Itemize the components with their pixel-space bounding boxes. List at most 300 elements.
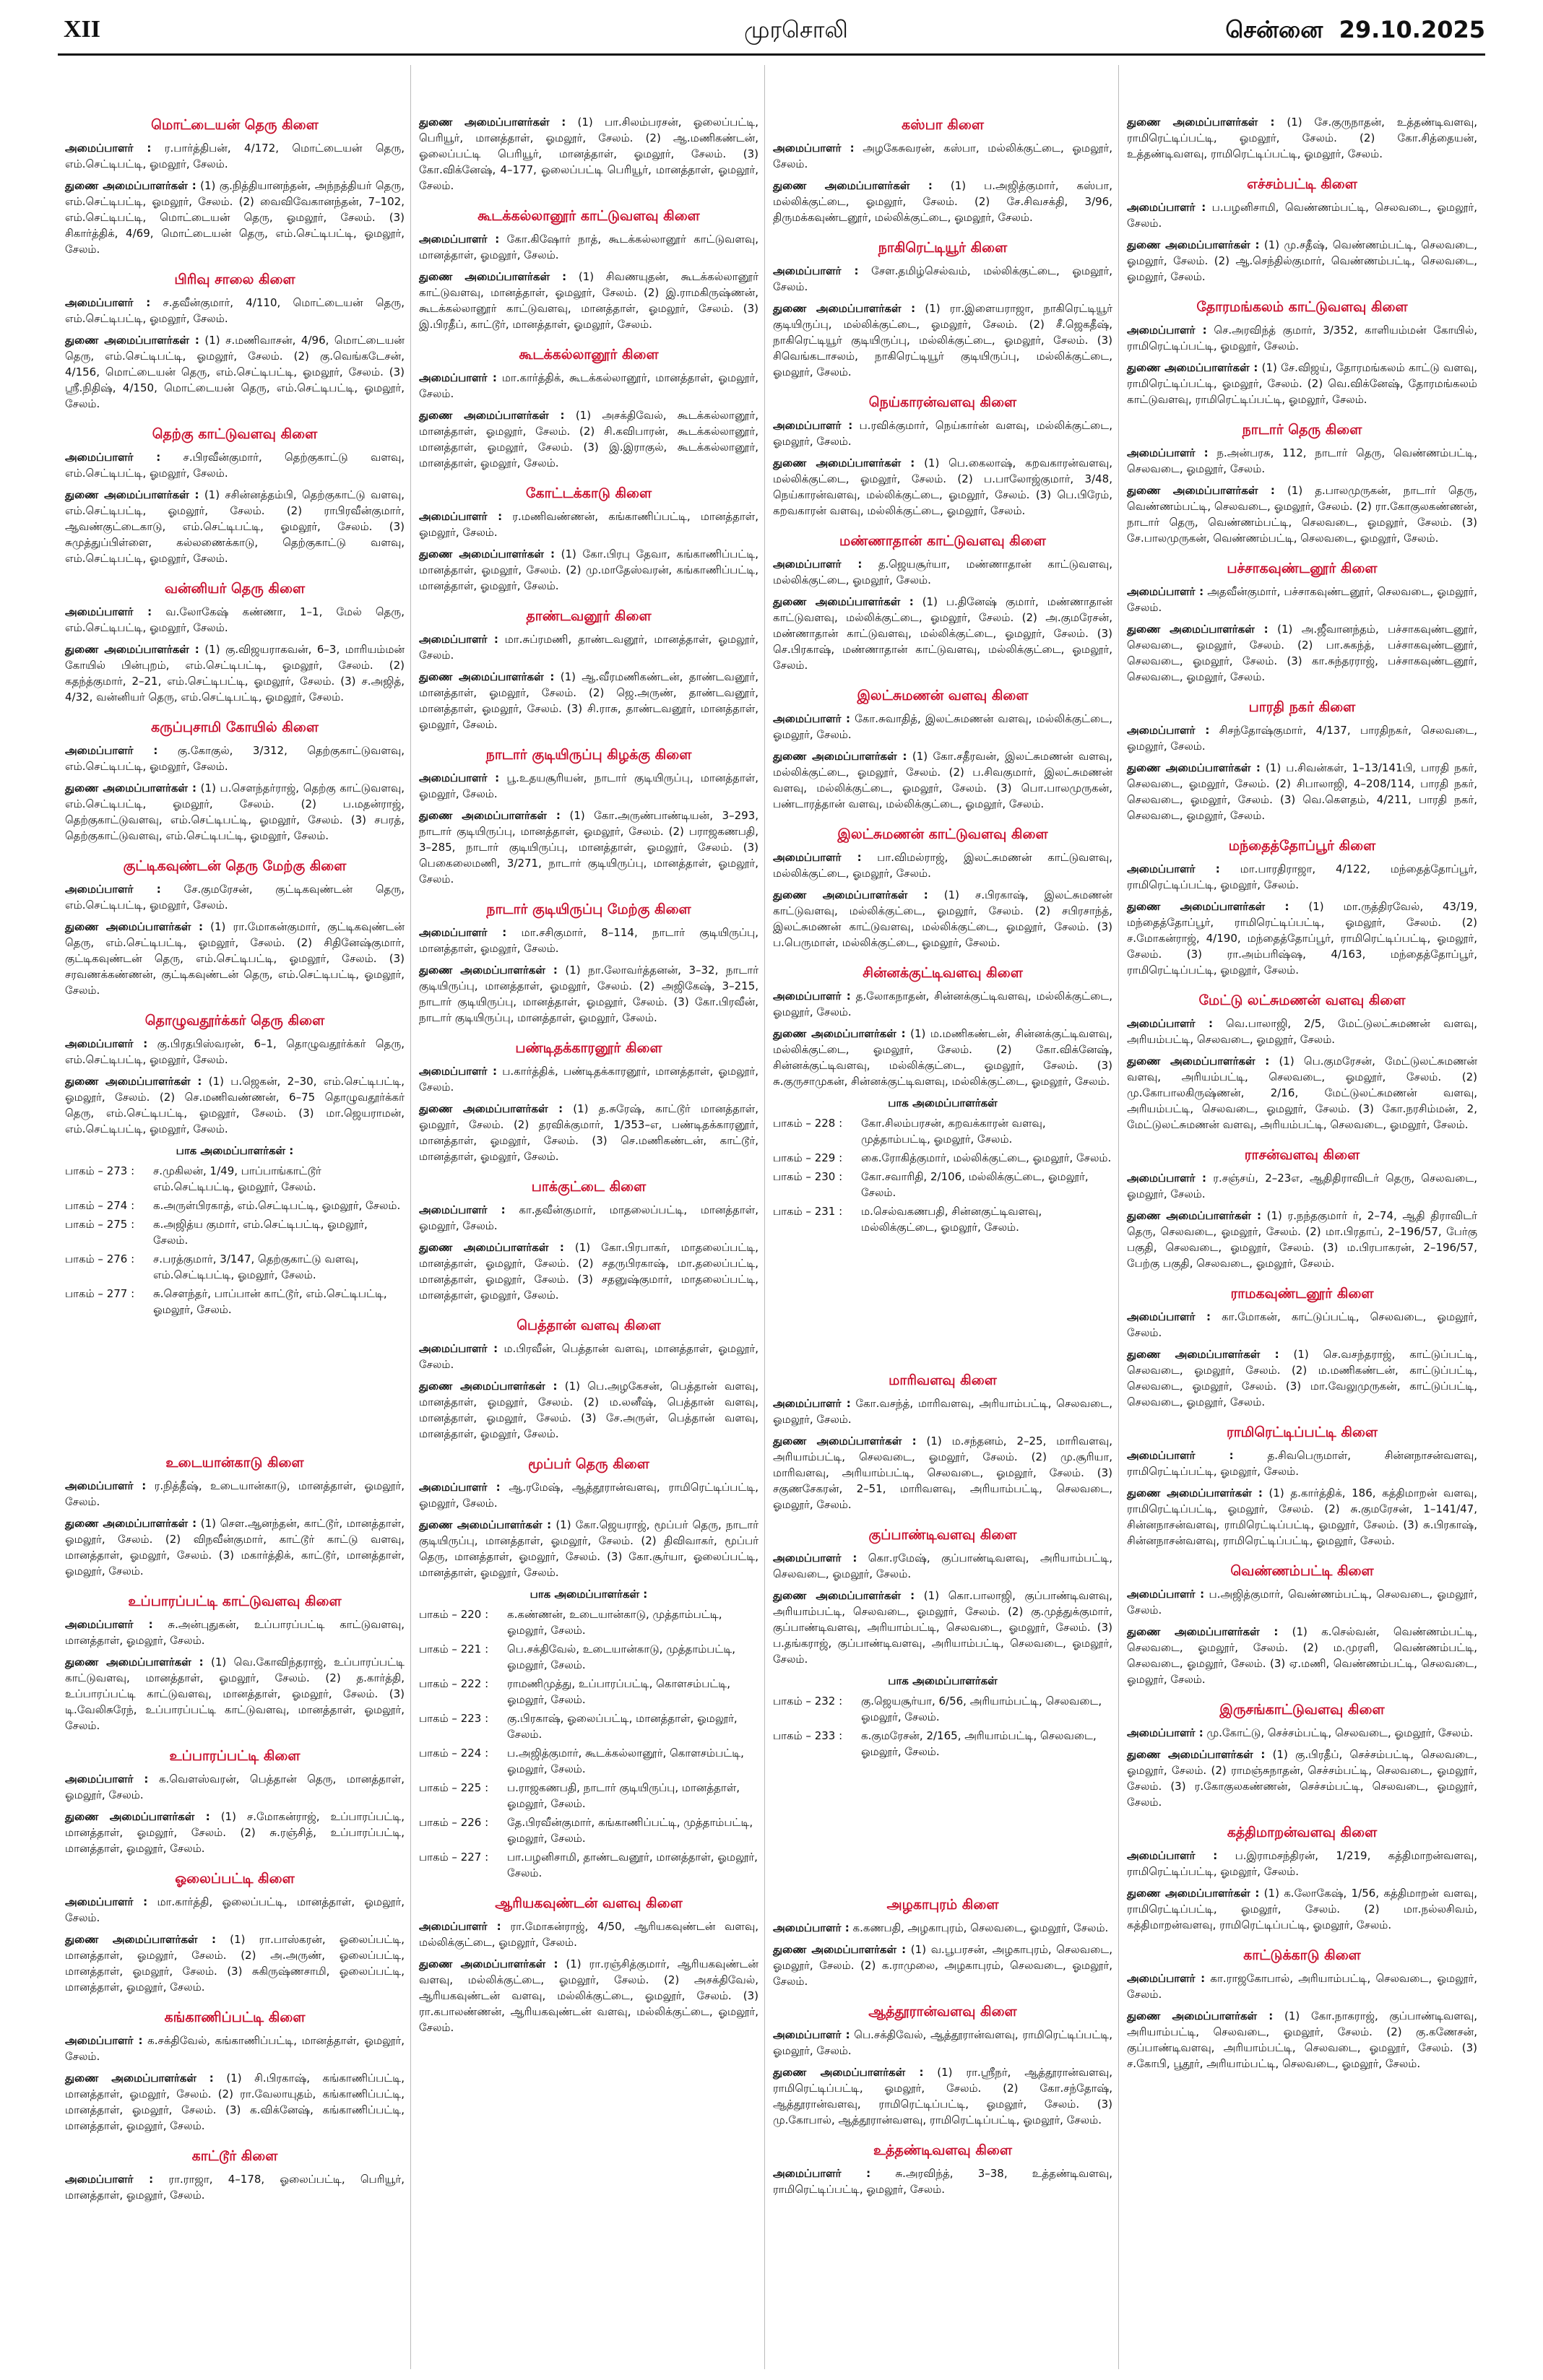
booth-member: க.அருள்பிரகாத், எம்.செட்டிபட்டி, ஓமலூர், சேலம்.	[153, 1199, 401, 1212]
member-entry	[1127, 1485, 1477, 1549]
booth-number: பாகம் – 231 :	[773, 1205, 843, 1218]
booth-member: ச.பரத்குமார், 3/147, தெற்குகாட்டு வளவு, எம்.செட்டிபட்டி, ஓமலூர், சேலம்.	[153, 1252, 359, 1281]
booth-member: சு.செளந்தர், பாப்பான் காட்டூர், எம்.செட்டிபட்டி, ஓமலூர், சேலம்.	[153, 1287, 387, 1316]
member-entry	[419, 1239, 758, 1303]
booth-subheading: பாக அமைப்பாளர்கள் :	[176, 1144, 294, 1157]
role-label: அமைப்பாளர் :	[65, 142, 152, 155]
member-entry	[773, 849, 1112, 881]
member-entry	[773, 988, 1112, 1020]
role-label: துணை அமைப்பாளர்கள் :	[1127, 623, 1268, 636]
branch-block	[65, 2148, 405, 2203]
member-entry	[1127, 1170, 1477, 1202]
role-label: துணை அமைப்பாளர்கள் :	[419, 964, 558, 977]
member-entry	[419, 925, 758, 956]
branch-block	[419, 901, 758, 1026]
booth-member: ம.செல்வகணபதி, சின்னகுட்டிவளவு, மல்லிக்குட்டை, ஓமலூர், சேலம்.	[861, 1205, 1042, 1234]
role-label: துணை அமைப்பாளர்கள் :	[1127, 1887, 1260, 1900]
member-details: கு.பிரதபிஸ்வரன், 6–1, தொழுவதூர்க்கர் தெரு, எம்.செட்டிபட்டி, ஓமலூர், சேலம்.	[65, 1037, 405, 1066]
branch-block	[773, 394, 1112, 519]
member-entry	[1127, 445, 1477, 477]
booth-number: பாகம் – 276 :	[65, 1252, 135, 1265]
member-details: (1) கு.நித்தியானந்தன், அந்நத்தியர் தெரு, எம்.செட்டிபட்டி, ஓமலூர், சேலம். (2) வைவிவேகானந்தன், 7–102, எம்.செட்டிபட்டி, மொட்டையன் தெரு, ஓமலூர், சேலம். (3) சிகார்த்திக், 4/69, மொட்டையன் தெரு, எம்.செட்டிபட்டி, ஓமலூர், சேலம்.	[65, 179, 405, 256]
member-entry	[65, 1654, 405, 1734]
branch-title: கங்காணிப்பட்டி கிளை	[164, 2009, 306, 2025]
page-number: XII	[64, 16, 101, 43]
member-entry	[65, 449, 405, 481]
role-label: அமைப்பாளர் :	[1127, 1017, 1213, 1030]
branch-title: உப்பாரப்பட்டி கிளை	[169, 1748, 301, 1764]
member-details: (1) கோ.பிரபாகர், மாதலைப்பட்டி, மானத்தாள், ஓமலூர், சேலம். (2) சதருபிரகாஷ், மா.தலைப்பட்டி, மானத்தாள், ஓமலூர், சேலம். (3) சதனுஷ்குமார், மாதலைப்பட்டி, மானத்தாள், ஓமலூர், சேலம்.	[419, 1241, 758, 1302]
member-entry	[773, 263, 1112, 295]
role-label: துணை அமைப்பாளர்கள் :	[1127, 900, 1289, 913]
branch-title: சின்னக்குட்டிவளவு கிளை	[863, 965, 1023, 981]
member-entry	[1127, 1016, 1477, 1047]
member-entry	[1127, 1208, 1477, 1271]
branch-block	[65, 426, 405, 566]
role-label: துணை அமைப்பாளர்கள் :	[419, 1241, 564, 1254]
booth-row	[419, 1606, 758, 1638]
role-label: துணை அமைப்பாளர்கள் :	[419, 270, 567, 283]
role-label: துணை அமைப்பாளர்கள் :	[1127, 1348, 1279, 1361]
branch-block	[1127, 1563, 1477, 1687]
role-label: அமைப்பாளர் :	[773, 990, 851, 1003]
role-label: அமைப்பாளர் :	[419, 371, 497, 384]
booth-member: கோ.சவாரிதி, 2/106, மல்லிக்குட்டை, ஓமலூர், சேலம்.	[861, 1170, 1089, 1199]
member-details: அழகேசுவரன், கஸ்பா, மல்லிக்குட்டை, ஓமலூர், சேலம்.	[773, 142, 1112, 170]
member-details: ரா.ராஜா, 4–178, ஓலைப்பட்டி, பெரியூர், மானத்தாள், ஓமலூர், சேலம்.	[65, 2173, 405, 2202]
role-label: துணை அமைப்பாளர்கள் :	[65, 920, 203, 933]
column-1	[65, 114, 405, 2217]
role-label: அமைப்பாளர் :	[773, 558, 863, 571]
member-details: (1) கோ.பிரபு தேவா, கங்காணிப்பட்டி, மானத்தாள், ஓமலூர், சேலம். (2) மு.மாதேஸ்வரன், கங்காணிப்பட்டி, மானத்தாள், ஓமலூர், சேலம்.	[419, 548, 758, 592]
branch-title: மண்ணாதான் காட்டுவளவு கிளை	[839, 533, 1046, 549]
member-entry	[773, 1026, 1112, 1089]
member-entry	[1127, 237, 1477, 285]
branch-block	[65, 1593, 405, 1734]
member-entry	[773, 887, 1112, 951]
branch-block	[65, 1455, 405, 1579]
branch-block	[1127, 561, 1477, 685]
role-label: அமைப்பாளர் :	[65, 883, 161, 896]
member-details: (1) பெ.கைலாஷ், கறவகாரன்வளவு, மல்லிக்குட்டை, ஓமலூர், சேலம். (2) ப.பாலோஜ்குமார், 3/48, நெய்காரன்வளவு, மல்லிக்குட்டை, ஓமலூர், சேலம். (3) பெ.பிரேம், கறவகாரன் வளவு, மல்லிக்குட்டை, ஓமலூர், சேலம்.	[773, 456, 1112, 517]
member-details: மா.கார்த்திக், கூடக்கல்லானூர், மானத்தாள், ஓமலூர், சேலம்.	[419, 371, 758, 400]
booth-member: கை.ரோகித்குமார், மல்லிக்குட்டை, ஓமலூர், சேலம்.	[861, 1151, 1112, 1164]
member-details: மா.கார்த்தி, ஓலைப்பட்டி, மானத்தாள், ஓமலூர், சேலம்.	[65, 1895, 405, 1924]
page-header	[0, 0, 1543, 65]
member-details: மா.சுப்ரமணி, தாண்டவனூர், மானத்தாள், ஓமலூர், சேலம்.	[419, 633, 758, 662]
branch-block	[773, 965, 1112, 1235]
member-entry	[1127, 360, 1477, 407]
date: 29.10.2025	[1339, 16, 1485, 43]
member-details: (1) த.சுரேஷ், காட்டூர் மானத்தாள், ஓமலூர், சேலம். (2) தரவிக்குமார், 1/353–எ, பண்டிதக்காரனூர், மானத்தாள், ஓமலூர், சேலம். (3) செ.மணிகண்டன், காட்டூர், மானத்தாள், ஓமலூர், சேலம்.	[419, 1102, 758, 1163]
branch-block	[773, 117, 1112, 225]
booth-number: பாகம் – 228 :	[773, 1117, 843, 1130]
booth-member: க.அஜித்ய குமார், எம்.செட்டிபட்டி, ஓமலூர், சேலம்.	[153, 1218, 368, 1247]
member-details: ம.பிரவீன், பெத்தான் வளவு, மானத்தாள், ஓமலூர், சேலம்.	[419, 1342, 758, 1371]
column-3	[773, 114, 1112, 2212]
member-entry	[419, 631, 758, 663]
member-entry	[65, 1478, 405, 1510]
branch-block	[65, 2009, 405, 2134]
member-entry	[419, 1918, 758, 1950]
member-entry	[1127, 1725, 1477, 1741]
branch-block	[1127, 1286, 1477, 1410]
role-label: அமைப்பாளர் :	[65, 605, 152, 618]
member-details: (1) ம.சந்தனம், 2–25, மாரிவளவு, அரியாம்பட்டி, செலவடை, ஓமலூர், சேலம். (2) மு.சூரியா, மாரிவளவு, அரியாம்பட்டி, செலவடை, ஓமலூர், சேலம். (3) சகுணசேகரன், 2–51, மாரிவளவு, அரியாம்பட்டி, செலவடை, ஓமலூர், சேலம்.	[773, 1435, 1112, 1511]
booth-number: பாகம் – 223 :	[419, 1712, 489, 1725]
role-label: அமைப்பாளர் :	[1127, 1449, 1234, 1462]
member-details: த.ஜெயசூர்யா, மண்ணாதான் காட்டுவளவு, மல்லிக்குட்டை, ஓமலூர், சேலம்.	[773, 558, 1112, 587]
member-details: க.கணபதி, அழகாபுரம், செலவடை, ஓமலூர், சேலம்.	[852, 1921, 1109, 1934]
branch-title: மாரிவளவு கிளை	[889, 1372, 997, 1388]
branch-block	[1127, 992, 1477, 1133]
branch-title: நாடார் குடியிருப்பு கிழக்கு கிளை	[485, 747, 692, 763]
member-entry	[65, 1617, 405, 1648]
booth-number: பாகம் – 227 :	[419, 1851, 489, 1864]
member-details: கோ.வசந்த், மாரிவளவு, அரியாம்பட்டி, செலவடை, ஓமலூர், சேலம்.	[773, 1397, 1112, 1426]
role-label: அமைப்பாளர் :	[1127, 446, 1209, 459]
member-details: வெ.பாலாஜி, 2/5, மேட்டுலட்சுமணன் வளவு, அரியம்பட்டி, செலவடை, ஓமலூர், சேலம்.	[1127, 1017, 1477, 1046]
branch-block	[1127, 1825, 1477, 1933]
member-details: ர.சஞ்சய், 2–23எ, ஆதிதிராவிடர் தெரு, செலவடை, ஓமலூர், சேலம்.	[1127, 1172, 1477, 1200]
branch-title: ஆரியகவுண்டன் வளவு கிளை	[495, 1895, 683, 1911]
member-details: ர.பார்த்திபன், 4/172, மொட்டையன் தெரு, எம்.செட்டிபட்டி, ஓமலூர், சேலம்.	[65, 142, 405, 170]
member-entry	[419, 1202, 758, 1234]
role-label: துணை அமைப்பாளர்கள் :	[419, 1102, 563, 1115]
role-label: அமைப்பாளர் :	[65, 1618, 153, 1631]
member-details: (1) ரா.ஸ்ரீநர், ஆத்தூரான்வளவு, ராமிரெட்டிப்பட்டி, ஓமலூர், சேலம். (2) கோ.சந்தோஷ், ஆத்தூரான்வளவு, ராமிரெட்டிப்பட்டி, ஓமலூர், சேலம். (3) மு.கோபால், ஆத்தூரான்வளவு, ராமிரெட்டிப்பட்டி, ஓமலூர், சேலம்.	[773, 2066, 1112, 2126]
member-details: (1) நா.லோவர்த்தனன், 3–32, நாடார் குடியிருப்பு, மானத்தாள், ஓமலூர், சேலம். (2) அஜிகேஷ், 3–215, நாடார் குடியிருப்பு, மானத்தாள், ஓமலூர், சேலம். (3) கோ.பிரவீன், நாடார் குடியிருப்பு, மானத்தாள், ஓமலூர், சேலம்.	[419, 964, 758, 1024]
member-entry	[1127, 322, 1477, 354]
member-details: (1) சி.பிரகாஷ், கங்காணிப்பட்டி, மானத்தாள், ஓமலூர், சேலம். (2) ரா.வேலாயுதம், கங்காணிப்பட்டி, மானத்தாள், ஓமலூர், சேலம். (3) க.விக்னேஷ், கங்காணிப்பட்டி, மானத்தாள், ஓமலூர், சேலம்.	[65, 2072, 405, 2132]
member-entry	[1127, 2008, 1477, 2072]
role-label: அமைப்பாளர் :	[773, 419, 853, 432]
member-details: (1) ரா.ரஞ்சித்குமார், ஆரியகவுண்டன் வளவு, மல்லிக்குட்டை, ஓமலூர், சேலம். (2) அசக்திவேல், ஆரியகவுண்டன் வளவு, மல்லிக்குட்டை, ஓமலூர், சேலம். (3) ரா.கபாலண்ணன், ஆரியகவுண்டன் வளவு, மல்லிக்குட்டை, ஓமலூர், சேலம்.	[419, 1957, 758, 2034]
role-label: அமைப்பாளர் :	[65, 1895, 148, 1908]
member-entry	[419, 114, 758, 194]
member-details: பெ.சக்திவேல், ஆத்தூரான்வளவு, ராமிரெட்டிப்பட்டி, ஓமலூர், சேலம்.	[773, 2028, 1112, 2057]
role-label: துணை அமைப்பாளர்கள் :	[65, 2072, 214, 2085]
member-details: (1) ச.மணிவாசன், 4/96, மொட்டையன் தெரு, எம்.செட்டிபட்டி, ஓமலூர், சேலம். (2) கு.வெங்கடேசன், 4/156, மொட்டையன் தெரு, எம்.செட்டிபட்டி, ஓமலூர், சேலம். (3) ஸ்ரீ.நிதிஷ், 4/150, மொட்டையன் தெரு, எம்.செட்டிபட்டி, ஓமலூர், சேலம்.	[65, 334, 405, 410]
member-details: ப.பழனிசாமி, வெண்ணம்பட்டி, செலவடை, ஓமலூர், சேலம்.	[1127, 201, 1477, 230]
member-entry	[1127, 199, 1477, 231]
member-entry	[773, 748, 1112, 812]
member-details: கோ.சுவாதித், இலட்சுமணன் வளவு, மல்லிக்குட்டை, ஓமலூர், சேலம்.	[773, 712, 1112, 741]
member-entry	[65, 332, 405, 412]
member-entry	[1127, 114, 1477, 162]
member-details: க.சக்திவேல், கங்காணிப்பட்டி, மானத்தாள், ஓமலூர், சேலம்.	[65, 2034, 405, 2063]
branch-block	[419, 114, 758, 194]
member-details: (1) பெ.குமரேசன், மேட்டுலட்சுமணன் வளவு, அரியம்பட்டி, செலவடை, ஓமலூர், சேலம். (2) மு.கோபாலகிருஷ்ணன், 2/16, மேட்டுலட்சுமணன் வளவு, அரியம்பட்டி, செலவடை, ஓமலூர், சேலம். (3) கோ.நரசிம்மன், 2, மேட்டுலட்சுமணன் வளவு, அரியம்பட்டி, செலவடை, ஓமலூர், சேலம்.	[1127, 1055, 1477, 1131]
member-details: (1) மா.ருத்திரவேல், 43/19, மந்தைத்தோப்பூர், ராமிரெட்டிப்பட்டி, ஓமலூர், சேலம். (2) ச.மோகன்ராஜ், 4/190, மந்தைத்தோப்பூர், ராமிரெட்டிப்பட்டி, ஓமலூர், சேலம். (3) ரா.அம்பரிஷ்ஷ, 4/163, மந்தைத்தோப்பூர், ராமிரெட்டிப்பட்டி, ஓமலூர், சேலம்.	[1127, 900, 1477, 977]
branch-title: தொழுவதூர்க்கர் தெரு கிளை	[144, 1013, 325, 1029]
role-label: துணை அமைப்பாளர்கள் :	[773, 750, 907, 763]
role-label: துணை அமைப்பாளர்கள் :	[65, 1656, 204, 1669]
newspaper-name: முரசொலி	[744, 16, 848, 43]
branch-title: எச்சம்பட்டி கிளை	[1247, 176, 1357, 192]
role-label: அமைப்பாளர் :	[65, 2034, 143, 2047]
member-entry	[773, 1942, 1112, 1989]
member-entry	[773, 1920, 1112, 1936]
branch-block	[773, 826, 1112, 951]
member-details: (1) கோ.ஜெயராஜ், மூப்பர் தெரு, நாடார் குடியிருப்பு, மானத்தாள், ஓமலூர், சேலம். (2) திவிவாகர், மூப்பர் தெரு, மானத்தாள், ஓமலூர், சேலம். (3) கோ.சூர்யா, ஓலைப்பட்டி, மானத்தாள், ஓமலூர், சேலம்.	[419, 1518, 758, 1579]
member-details: கோ.கிஷோர் நாத், கூடக்கல்லானூர் காட்டுவளவு, மானத்தாள், ஓமலூர், சேலம்.	[419, 233, 758, 261]
booth-row	[65, 1198, 405, 1213]
branch-block	[65, 581, 405, 705]
member-details: (1) வ.பூபரசன், அழகாபுரம், செலவடை, ஓமலூர், சேலம். (2) க.ராமுலை, அழகாபுரம், செலவடை, ஓமலூர், சேலம்.	[773, 1943, 1112, 1988]
booth-number: பாகம் – 226 :	[419, 1816, 489, 1829]
booth-number: பாகம் – 221 :	[419, 1643, 489, 1656]
branch-block	[1127, 1147, 1477, 1271]
member-details: (1) பா.சிலம்பரசன், ஓலைப்பட்டி, பெரியூர், மானத்தாள், ஓமலூர், சேலம். (2) ஆ.மணிகண்டன், ஓலைப்பட்டி பெரியூர், மானத்தாள், ஓமலூர், சேலம். (3) கோ.விக்னேஷ், 4–177, ஓலைப்பட்டி பெரியூர், மானத்தாள், ஓமலூர், சேலம்.	[419, 116, 758, 192]
column-4	[1127, 114, 1477, 2086]
role-label: அமைப்பாளர் :	[65, 451, 161, 464]
member-details: ப.ரவிக்குமார், நெய்கார்ன் வளவு, மல்லிக்குட்டை, ஓமலூர், சேலம்.	[773, 419, 1112, 448]
member-details: (1) சசின்னத்தம்பி, தெற்குகாட்டு வளவு, எம்.செட்டிபட்டி, ஓமலூர், சேலம். (2) ராபிரவீன்குமார், ஆவண்குட்டைகாடு, எம்.செட்டிபட்டி, ஓமலூர், சேலம். (3) சுமுத்துப்பிள்ளை, கல்லணைக்காடு, தெற்குகாட்டு வளவு, எம்.செட்டிபட்டி, ஓமலூர், சேலம்.	[65, 488, 405, 565]
member-details: கா.தவீன்குமார், மாதலைப்பட்டி, மானத்தாள், ஓமலூர், சேலம்.	[419, 1203, 758, 1232]
booth-member: க.குமரேசன், 2/165, அரியாம்பட்டி, செலவடை, ஓமலூர், சேலம்.	[861, 1729, 1097, 1758]
member-details: ச.தவீன்குமார், 4/110, மொட்டையன் தெரு, எம்.செட்டிபட்டி, ஓமலூர், சேலம்.	[65, 296, 405, 325]
booth-member: ராமணிமுத்து, உப்பாரப்பட்டி, கொளசம்பட்டி, ஓமலூர், சேலம்.	[507, 1677, 731, 1706]
role-label: துணை அமைப்பாளர்கள் :	[773, 1589, 915, 1602]
branch-title: மேட்டு லட்சுமணன் வளவு கிளை	[1198, 992, 1406, 1008]
member-entry	[65, 487, 405, 566]
branch-block	[65, 1871, 405, 1995]
member-entry	[65, 178, 405, 257]
member-entry	[773, 1433, 1112, 1513]
role-label: அமைப்பாளர் :	[65, 1479, 147, 1492]
booth-number: பாகம் – 275 :	[65, 1218, 135, 1231]
member-details: பூ.உதயசூரியன், நாடார் குடியிருப்பு, மானத்தாள், ஓமலூர், சேலம்.	[419, 771, 758, 800]
member-details: (1) சே.குருநாதன், உத்தண்டிவளவு, ராமிரெட்டிப்பட்டி, ஓமலூர், சேலம். (2) கோ.சித்தையன், உத்தண்டிவளவு, ராமிரெட்டிப்பட்டி, ஓமலூர், சேலம்.	[1127, 116, 1477, 160]
member-entry	[773, 1588, 1112, 1667]
header-rule	[58, 53, 1485, 56]
member-details: (1) செ.வசந்தராஜ், காட்டுப்பட்டி, செலவடை, ஓமலூர், சேலம். (2) ம.மணிகண்டன், காட்டுப்பட்டி, செலவடை, ஓமலூர், சேலம். (3) மா.வேலுமுருகன், காட்டுப்பட்டி, செலவடை, ஓமலூர், சேலம்.	[1127, 1348, 1477, 1408]
booth-row	[419, 1849, 758, 1881]
member-details: மா.பாரதிராஜா, 4/122, மந்தைத்தோப்பூர், ராமிரெட்டிப்பட்டி, ஓமலூர், சேலம்.	[1127, 862, 1477, 891]
branch-title: பச்சாகவுண்டனூர் கிளை	[1227, 561, 1378, 576]
member-details: (1) சிவணயுதன், கூடக்கல்லானூர் காட்டுவளவு, மானத்தாள், ஓமலூர், சேலம். (2) இ.ராமகிருஷ்ணன், கூடக்கல்லானூர் காட்டுவளவு, மானத்தாள், ஓமலூர், சேலம். (3) இ.பிரதீப், காட்டூர், மானத்தாள், ஓமலூர், சேலம்.	[419, 270, 758, 331]
member-details: ர.மணிவண்ணன், கங்காணிப்பட்டி, மானத்தாள், ஓமலூர், சேலம்.	[419, 510, 758, 539]
member-entry	[65, 780, 405, 844]
branch-block	[65, 719, 405, 844]
member-entry	[419, 546, 758, 594]
member-entry	[419, 509, 758, 540]
role-label: துணை அமைப்பாளர்கள் :	[419, 1380, 558, 1393]
member-details: ந.அன்பரசு, 112, நாடார் தெரு, வெண்ணம்பட்டி, செலவடை, ஓமலூர், சேலம்.	[1127, 446, 1477, 475]
member-entry	[1127, 1586, 1477, 1618]
member-entry	[419, 669, 758, 732]
member-details: பா.விமல்ராஜ், இலட்சுமணன் காட்டுவளவு, மல்லிக்குட்டை, ஓமலூர், சேலம்.	[773, 851, 1112, 880]
branch-block	[773, 1897, 1112, 1989]
member-entry	[1127, 1970, 1477, 2002]
member-details: கொ.ரமேஷ், குப்பாண்டிவளவு, அரியாம்பட்டி, செலவடை, ஓமலூர், சேலம்.	[773, 1552, 1112, 1580]
role-label: அமைப்பாளர் :	[65, 744, 158, 757]
member-entry	[1127, 760, 1477, 823]
booth-number: பாகம் – 274 :	[65, 1199, 135, 1212]
role-label: துணை அமைப்பாளர்கள் :	[773, 2066, 924, 2079]
role-label: அமைப்பாளர் :	[773, 851, 862, 864]
member-details: (1) அ.ஜீவானந்தம், பச்சாகவுண்டனூர், செலவடை, ஓமலூர், சேலம். (2) பா.சுகந்த், பச்சாகவுண்டனூர், செலவடை, ஓமலூர், சேலம். (3) கா.சுந்தரராஜ், பச்சாகவுண்டனூர், செலவடை, ஓமலூர், சேலம்.	[1127, 623, 1477, 683]
member-details: (1) ப.ஜெகன், 2–30, எம்.செட்டிபட்டி, ஓமலூர், சேலம். (2) செ.மணிவண்ணன், 6–75 தொழுவதூர்க்கர் தெரு, எம்.செட்டிபட்டி, ஓமலூர், சேலம். (3) மா.ஜெயராமன், எம்.செட்டிபட்டி, ஓமலூர், சேலம்.	[65, 1075, 405, 1135]
role-label: அமைப்பாளர் :	[65, 296, 151, 309]
member-entry	[65, 743, 405, 774]
member-details: கு.கோகுல், 3/312, தெற்குகாட்டுவளவு, எம்.செட்டிபட்டி, ஓமலூர், சேலம்.	[65, 744, 405, 773]
branch-title: கூடக்கல்லானூர் கிளை	[519, 347, 659, 363]
role-label: துணை அமைப்பாளர்கள் :	[419, 670, 555, 683]
role-label: துணை அமைப்பாளர்கள் :	[1127, 1487, 1263, 1500]
branch-title: உப்பாரப்பட்டி காட்டுவளவு கிளை	[128, 1593, 342, 1609]
booth-row	[419, 1814, 758, 1846]
member-details: (1) வெ.கோவிந்தராஜ், உப்பாரப்பட்டி காட்டுவளவு, மானத்தாள், ஓமலூர், சேலம். (2) த.கார்த்தி, உப்பாரப்பட்டி காட்டுவளவு, மானத்தாள், ஓமலூர், சேலம். (3) டி.வேலிசுரேந், உப்பாரப்பட்டி காட்டுவளவு, மானத்தாள், ஓமலூர், சேலம்.	[65, 1656, 405, 1732]
booth-row	[773, 1728, 1112, 1760]
member-details: செ.அரவிந்த் குமார், 3/352, காளியம்மன் கோயில், ராமிரெட்டிப்பட்டி, ஓமலூர், சேலம்.	[1127, 324, 1477, 352]
branch-block	[1127, 699, 1477, 823]
member-details: மா.சசிகுமார், 8–114, நாடார் குடியிருப்பு, மானத்தாள், ஓமலூர், சேலம்.	[419, 926, 758, 955]
booth-row	[65, 1216, 405, 1248]
member-entry	[65, 1036, 405, 1068]
role-label: துணை அமைப்பாளர்கள் :	[65, 1075, 202, 1088]
booth-number: பாகம் – 232 :	[773, 1695, 843, 1708]
branch-title: வன்னியர் தெரு கிளை	[164, 581, 306, 597]
dateline	[1225, 16, 1485, 46]
booth-member: ப.அஜித்குமார், கூடக்கல்லானூர், கொளசம்பட்டி, ஓமலூர், சேலம்.	[507, 1747, 744, 1775]
role-label: துணை அமைப்பாளர்கள் :	[1127, 238, 1260, 251]
member-details: ச.பிரவீன்குமார், தெற்குகாட்டு வளவு, எம்.செட்டிபட்டி, ஓமலூர், சேலம்.	[65, 451, 405, 480]
member-entry	[773, 300, 1112, 380]
booth-row	[65, 1163, 405, 1195]
branch-block	[773, 240, 1112, 380]
role-label: அமைப்பாளர் :	[1127, 1972, 1206, 1985]
booth-member: கு.பிரகாஷ், ஓலைப்பட்டி, மானத்தாள், ஓமலூர், சேலம்.	[507, 1712, 738, 1741]
member-entry	[419, 962, 758, 1026]
branch-title: குட்டிகவுண்டன் தெரு மேற்கு கிளை	[123, 858, 347, 874]
branch-title: தோரமங்கலம் காட்டுவளவு கிளை	[1196, 299, 1408, 315]
column-divider	[764, 65, 765, 2369]
role-label: துணை அமைப்பாளர்கள் :	[419, 548, 556, 561]
column-divider	[1118, 65, 1119, 2369]
booth-row	[419, 1710, 758, 1742]
branch-block	[65, 272, 405, 412]
member-entry	[1127, 621, 1477, 685]
booth-number: பாகம் – 224 :	[419, 1747, 489, 1760]
member-entry	[773, 2165, 1112, 2197]
booth-number: பாகம் – 233 :	[773, 1729, 843, 1742]
member-entry	[1127, 722, 1477, 754]
branch-block	[419, 1456, 758, 1881]
member-details: (1) ப.சௌந்தர்ராஜ், தெற்கு காட்டுவளவு, எம்.செட்டிபட்டி, ஓமலூர், சேலம். (2) ப.மதன்ராஜ், தெற்குகாட்டுவளவு, எம்.செட்டிபட்டி, ஓமலூர், சேலம். (3) சபரத், தெற்குகாட்டுவளவு, எம்.செட்டிபட்டி, ஓமலூர், சேலம்.	[65, 782, 405, 842]
member-entry	[419, 231, 758, 263]
member-details: (1) ப.சிவன்கள், 1–13/141பி, பாரதி நகர், செலவடை, ஓமலூர், சேலம். (2) சிபாலாஜி, 4–208/114, பாரதி நகர், செலவடை, ஓமலூர், சேலம். (3) வெ.கௌதம், 4/211, பாரதி நகர், செலவடை, ஓமலூர், சேலம்.	[1127, 761, 1477, 822]
branch-title: கருப்புசாமி கோயில் கிளை	[151, 719, 319, 735]
branch-title: கூடக்கல்லானூர் காட்டுவளவு கிளை	[477, 208, 700, 224]
branch-title: பாரதி நகர் கிளை	[1248, 699, 1356, 715]
member-entry	[65, 1809, 405, 1856]
booth-number: பாகம் – 277 :	[65, 1287, 135, 1300]
member-entry	[773, 1550, 1112, 1582]
branch-block	[773, 2004, 1112, 2128]
branch-block	[65, 858, 405, 998]
branch-block	[1127, 1424, 1477, 1549]
branch-block	[419, 347, 758, 471]
member-details: (1) கொ.பாலாஜி, குப்பாண்டிவளவு, அரியாம்பட்டி, செலவடை, ஓமலூர், சேலம். (2) கு.முத்துக்குமார், குப்பாண்டிவளவு, அரியாம்பட்டி, செலவடை, ஓமலூர், சேலம். (3) ப.தங்கராஜ், குப்பாண்டிவளவு, அரியாம்பட்டி, செலவடை, ஓமலூர், சேலம்.	[773, 1589, 1112, 1666]
member-details: (1) கோ.நாகராஜ், குப்பாண்டிவளவு, அரியாம்பட்டி, செலவடை, ஓமலூர், சேலம். (2) கு.கணேசன், குப்பாண்டிவளவு, அரியாம்பட்டி, செலவடை, ஓமலூர், சேலம். (3) ச.கோபி, பூதூர், அரியாம்பட்டி, செலவடை, ஓமலூர், சேலம்.	[1127, 2009, 1477, 2070]
member-entry	[65, 295, 405, 326]
member-entry	[773, 2027, 1112, 2059]
city: சென்னை	[1225, 16, 1323, 43]
branch-title: மொட்டையன் தெரு கிளை	[151, 117, 319, 133]
member-entry	[773, 594, 1112, 673]
member-entry	[773, 140, 1112, 172]
member-entry	[419, 370, 758, 402]
member-details: (1) க.லோகேஷ், 1/56, கத்திமாறன் வளவு, ராமிரெட்டிப்பட்டி, ஓமலூர், சேலம். (2) மா.நல்லசிவம், கத்திமாறன்வளவு, ராமிரெட்டிப்பட்டி, ஓமலூர், சேலம்.	[1127, 1887, 1477, 1931]
role-label: அமைப்பாளர் :	[419, 1920, 501, 1933]
branch-title: பண்டிதக்காரனூர் கிளை	[515, 1040, 662, 1056]
branch-title: ராசன்வளவு கிளை	[1244, 1147, 1360, 1163]
booth-subheading: பாக அமைப்பாளர்கள்	[888, 1096, 998, 1109]
member-entry	[419, 1341, 758, 1372]
role-label: அமைப்பாளர் :	[1127, 324, 1207, 337]
branch-block	[773, 1250, 1112, 1358]
role-label: அமைப்பாளர் :	[419, 1065, 498, 1078]
member-entry	[1127, 899, 1477, 978]
branch-title: கத்திமாறன்வளவு கிளை	[1227, 1825, 1378, 1840]
member-entry	[65, 641, 405, 705]
booth-subheading: பாக அமைப்பாளர்கள் :	[530, 1588, 648, 1601]
member-details: (1) ச.மோகன்ராஜ், உப்பாரப்பட்டி, மானத்தாள், ஓமலூர், சேலம். (2) சு.ரஞ்சித், உப்பாரப்பட்டி, மானத்தாள், ஓமலூர், சேலம்.	[65, 1810, 405, 1855]
member-details: (1) கோ.அருண்பாண்டியன், 3–293, நாடார் குடியிருப்பு, மானத்தாள், ஓமலூர், சேலம். (2) பராஜகணபதி, 3–285, நாடார் குடியிருப்பு, மானத்தாள், ஓமலூர், சேலம். (3) பெகைலைமணி, 3/271, நாடார் குடியிருப்பு, மானத்தாள், ஓமலூர், சேலம்.	[419, 809, 758, 886]
role-label: அமைப்பாளர் :	[419, 233, 500, 246]
member-details: (1) கு.பிரதீப், செச்சம்பட்டி, செலவடை, ஓமலூர், சேலம். (2) ராமஞ்சுநாதன், செச்சம்பட்டி, செலவடை, ஓமலூர், சேலம். (3) ர.கோகுலகண்ணன், செச்சம்பட்டி, செலவடை, ஓமலூர், சேலம்.	[1127, 1748, 1477, 1809]
branch-block	[773, 1774, 1112, 1882]
branch-title: குப்பாண்டிவளவு கிளை	[868, 1527, 1017, 1543]
member-entry	[65, 1073, 405, 1137]
branch-title: ஓலைப்பட்டி கிளை	[175, 1871, 295, 1887]
branch-title: அழகாபுரம் கிளை	[886, 1897, 999, 1913]
column-divider	[410, 65, 411, 2369]
booth-row	[419, 1780, 758, 1812]
branch-block	[419, 1040, 758, 1164]
role-label: துணை அமைப்பாளர்கள் :	[65, 334, 199, 347]
role-label: துணை அமைப்பாளர்கள் :	[419, 1518, 552, 1531]
member-details: ரா.மோகன்ராஜ், 4/50, ஆரியகவுண்டன் வளவு, மல்லிக்குட்டை, ஓமலூர், சேலம்.	[419, 1920, 758, 1949]
booth-row	[419, 1641, 758, 1673]
role-label: துணை அமைப்பாளர்கள் :	[773, 595, 914, 608]
branch-block	[1127, 1947, 1477, 2072]
member-details: ப.இராமசந்திரன், 1/219, கத்திமாறன்வளவு, ராமிரெட்டிப்பட்டி, ஓமலூர், சேலம்.	[1127, 1849, 1477, 1878]
member-entry	[419, 1101, 758, 1164]
branch-title: ராமிரெட்டிப்பட்டி கிளை	[1226, 1424, 1378, 1440]
branch-block	[773, 533, 1112, 673]
branch-title: பெத்தான் வளவு கிளை	[517, 1317, 661, 1333]
member-details: அதவீன்குமார், பச்சாகவுண்டனூர், செலவடை, ஓமலூர், சேலம்.	[1127, 585, 1477, 614]
role-label: அமைப்பாளர் :	[1127, 585, 1204, 598]
branch-title: காட்டூர் கிளை	[191, 2148, 278, 2164]
member-entry	[65, 604, 405, 636]
role-label: அமைப்பாளர் :	[773, 264, 859, 277]
booth-row	[65, 1286, 405, 1317]
role-label: அமைப்பாளர் :	[65, 2173, 154, 2186]
role-label: அமைப்பாளர் :	[1127, 1310, 1211, 1323]
member-details: (1) ப.தினேஷ் குமார், மண்ணாதான் காட்டுவளவு, மல்லிக்குட்டை, ஓமலூர், சேலம். (2) அ.குமரேசன், மண்ணாதான் காட்டுவளவு, மல்லிக்குட்டை, ஓமலூர், சேலம். (3) செ.பிரகாஷ், மண்ணாதான் காட்டுவளவு, மல்லிக்குட்டை, ஓமலூர், சேலம்.	[773, 595, 1112, 672]
member-entry	[65, 2171, 405, 2203]
role-label: துணை அமைப்பாளர்கள் :	[1127, 361, 1258, 374]
branch-block	[65, 1013, 405, 1317]
branch-block	[773, 1372, 1112, 1513]
branch-title: தாண்டவனூர் கிளை	[526, 608, 652, 624]
role-label: துணை அமைப்பாளர்கள் :	[773, 888, 928, 901]
branch-title: நாடார் தெரு கிளை	[1242, 422, 1362, 438]
